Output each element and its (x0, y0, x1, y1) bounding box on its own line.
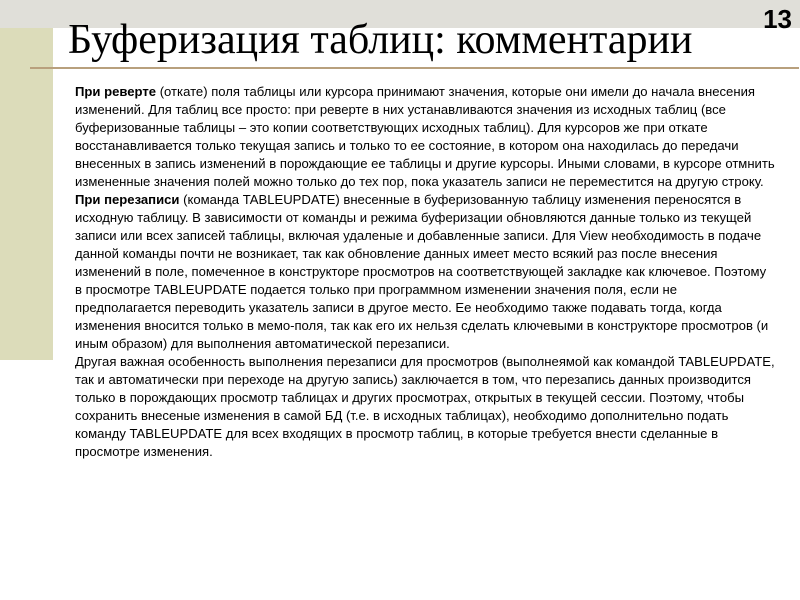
slide-number: 13 (763, 4, 792, 34)
term-update: При перезаписи (75, 192, 180, 207)
paragraph-update (75, 191, 775, 353)
paragraph-views: Другая важная особенность выполнения перезаписи для просмотров (выполнеямой как командой TABLEUPDATE, так и автоматически при переходе на другую запись) заключается в том, что перезапись данных производится только в порождающих просмотр таблицах и других просмотрах, открытых в текущей сессии. Поэтому, чтобы сохранить внесеные изменения в самой БД (т.е. в исходных таблицах), необходимо дополнительно подать команду TABLEUPDATE для всех входящих в просмотр таблиц, в которые требуется внести сделанные в просмотре изменения. (75, 354, 775, 459)
slide-title: Буферизация таблиц: комментарии (68, 17, 693, 63)
slide-body (75, 83, 775, 461)
side-decor-band (0, 28, 53, 360)
term-revert: При реверте (75, 84, 157, 99)
paragraph-update-text: (команда TABLEUPDATE) внесенные в буферизованную таблицу изменения переносятся в исходную таблицу. В зависимости от команды и режима буферизации обновляются данные только из текущей записи или всех записей таблицы, включая удаленые и добавленные записи. Для View необходимость в подаче данной команды почти не возникает, так как обновление данных имеет место всякий раз после внесения изменений в поле, помеченное в конструкторе просмотров на соответствующей закладке как ключевое. Поэтому в просмотре TABLEUPDATE подается только при программном изменении значения поля, если не предполагается переводить указатель записи в другое место. Ее необходимо также подавать тогда, когда изменения вносится только в мемо-поля, так как его их нельзя сделать ключевыми в конструкторе просмотров (и иным образом) для выполнения автоматической перезаписи. (75, 192, 769, 351)
paragraph-revert (75, 83, 775, 191)
title-underline (30, 67, 799, 69)
paragraph-revert-text: (откате) поля таблицы или курсора принимают значения, которые они имели до начала внесения изменений. Для таблиц все просто: при реверте в них устанавливаются значения из исходных таблиц (все буферизованные таблицы – это копии соответствующих исходных таблиц). Для курсоров же при откате восстанавливается только текущая запись и только то ее состояние, в котором она находилась до передачи внесенных в запись изменений в порождающие ее таблицы и другие курсоры. Иными словами, в курсоре отмнить измененные значения полей можно только до тех пор, пока указатель записи не переместится на другую строку. (75, 84, 775, 189)
